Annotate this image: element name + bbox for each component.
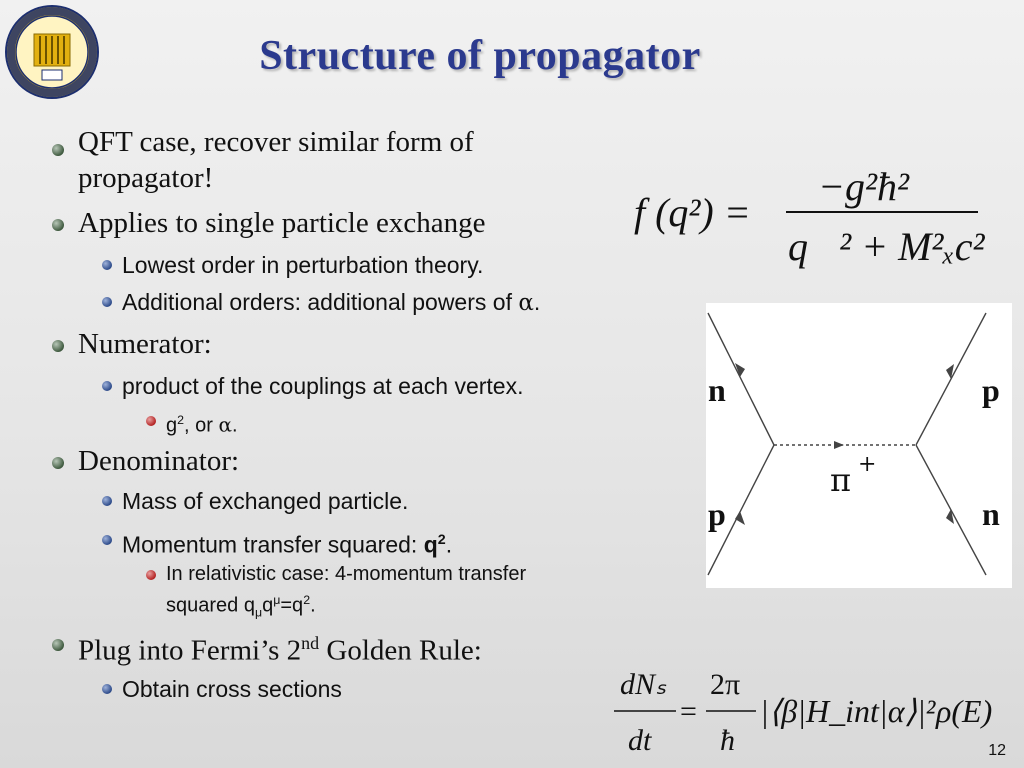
golden-rule-equation bbox=[606, 660, 1014, 764]
arrow-icon bbox=[735, 511, 745, 525]
bullet-dot bbox=[52, 457, 64, 469]
equals-sign: = bbox=[680, 695, 697, 728]
bullet-text: Golden Rule: bbox=[319, 634, 482, 667]
bullet-dot bbox=[52, 340, 64, 352]
bullet-dot bbox=[52, 219, 64, 231]
bullet-text-end: . bbox=[445, 531, 453, 558]
alpha-symbol: α bbox=[518, 290, 534, 316]
bullet-text: Additional orders: additional powers of bbox=[122, 289, 519, 315]
bullet-text: =q bbox=[280, 594, 304, 617]
bullet-text-end: . bbox=[533, 289, 541, 315]
bullet-couplings: product of the couplings at each vertex. bbox=[122, 373, 524, 399]
superscript: 2 bbox=[177, 413, 185, 427]
bullet-dot bbox=[102, 260, 112, 270]
bullet-dot bbox=[52, 144, 64, 156]
bullet-additional-orders bbox=[122, 287, 540, 318]
particle-label-p: p bbox=[982, 372, 1000, 408]
alpha-symbol: α bbox=[218, 412, 232, 437]
bullet-dot bbox=[102, 684, 112, 694]
arrow-icon bbox=[946, 509, 954, 524]
bullet-text: Momentum transfer squared: bbox=[122, 531, 424, 558]
propagator-equation bbox=[628, 148, 988, 283]
superscript: nd bbox=[301, 633, 320, 653]
bold-q: q bbox=[423, 531, 438, 558]
superscript: 2 bbox=[303, 593, 311, 607]
bullet-text-cont: propagator! bbox=[78, 162, 214, 194]
hbar: ħ bbox=[720, 724, 735, 757]
slide-title: Structure of propagator bbox=[259, 33, 701, 79]
feynman-diagram bbox=[706, 303, 1012, 588]
dn-dt-numerator: dNₛ bbox=[620, 668, 667, 701]
bullet-single-exchange: Applies to single particle exchange bbox=[78, 207, 486, 239]
bullet-qft-case bbox=[78, 124, 474, 196]
bullet-lowest-order: Lowest order in perturbation theory. bbox=[122, 252, 484, 278]
superscript: μ bbox=[273, 593, 281, 607]
bullet-text-end: . bbox=[310, 594, 316, 617]
bullet-dot bbox=[102, 297, 112, 307]
superscript: 2 bbox=[437, 532, 446, 548]
arrow-icon bbox=[834, 441, 844, 449]
bullet-text: squared q bbox=[166, 594, 255, 617]
bullet-text: g bbox=[166, 414, 178, 437]
bullet-numerator: Numerator: bbox=[78, 328, 212, 360]
bullet-dot bbox=[102, 535, 112, 545]
mediator-label: π bbox=[830, 461, 852, 499]
dn-dt-denominator: dt bbox=[628, 724, 652, 757]
density-of-states: ρ(E) bbox=[936, 693, 993, 729]
bullet-dot bbox=[52, 639, 64, 651]
bullet-dot bbox=[146, 570, 156, 580]
bullet-relativistic bbox=[166, 561, 526, 626]
bullet-text: QFT case, recover similar form of bbox=[78, 126, 474, 158]
matrix-element: |⟨β|H_int|α⟩|² bbox=[760, 693, 936, 729]
propagator-denominator: q⃗² + M²ₓc² bbox=[788, 224, 985, 269]
propagator-numerator: −g²ħ² bbox=[818, 164, 909, 209]
bullet-mass: Mass of exchanged particle. bbox=[122, 488, 409, 514]
bullet-text: , or bbox=[184, 414, 219, 437]
bullet-text: Plug into Fermi’s 2 bbox=[78, 634, 302, 667]
bullet-text: q bbox=[262, 594, 274, 617]
bullet-dot bbox=[146, 416, 156, 426]
particle-label-n: n bbox=[708, 372, 726, 408]
bullet-cross-sections: Obtain cross sections bbox=[122, 676, 342, 702]
particle-label-p: p bbox=[708, 496, 726, 532]
bullet-g-squared bbox=[166, 407, 238, 439]
two-pi: 2π bbox=[710, 668, 741, 701]
bullet-dot bbox=[102, 381, 112, 391]
subscript: μ bbox=[254, 605, 263, 620]
bullet-golden-rule bbox=[78, 625, 482, 669]
bullet-denominator: Denominator: bbox=[78, 445, 240, 477]
propagator-lhs: f (q²) = bbox=[634, 190, 751, 235]
bullet-momentum-transfer bbox=[122, 525, 452, 560]
particle-label-n: n bbox=[982, 496, 1000, 532]
bullet-text-end: . bbox=[232, 414, 238, 437]
bullet-dot bbox=[102, 496, 112, 506]
mediator-charge: + bbox=[858, 452, 877, 477]
page-number: 12 bbox=[988, 742, 1006, 759]
bullet-text: In relativistic case: 4-momentum transfer bbox=[166, 563, 527, 585]
